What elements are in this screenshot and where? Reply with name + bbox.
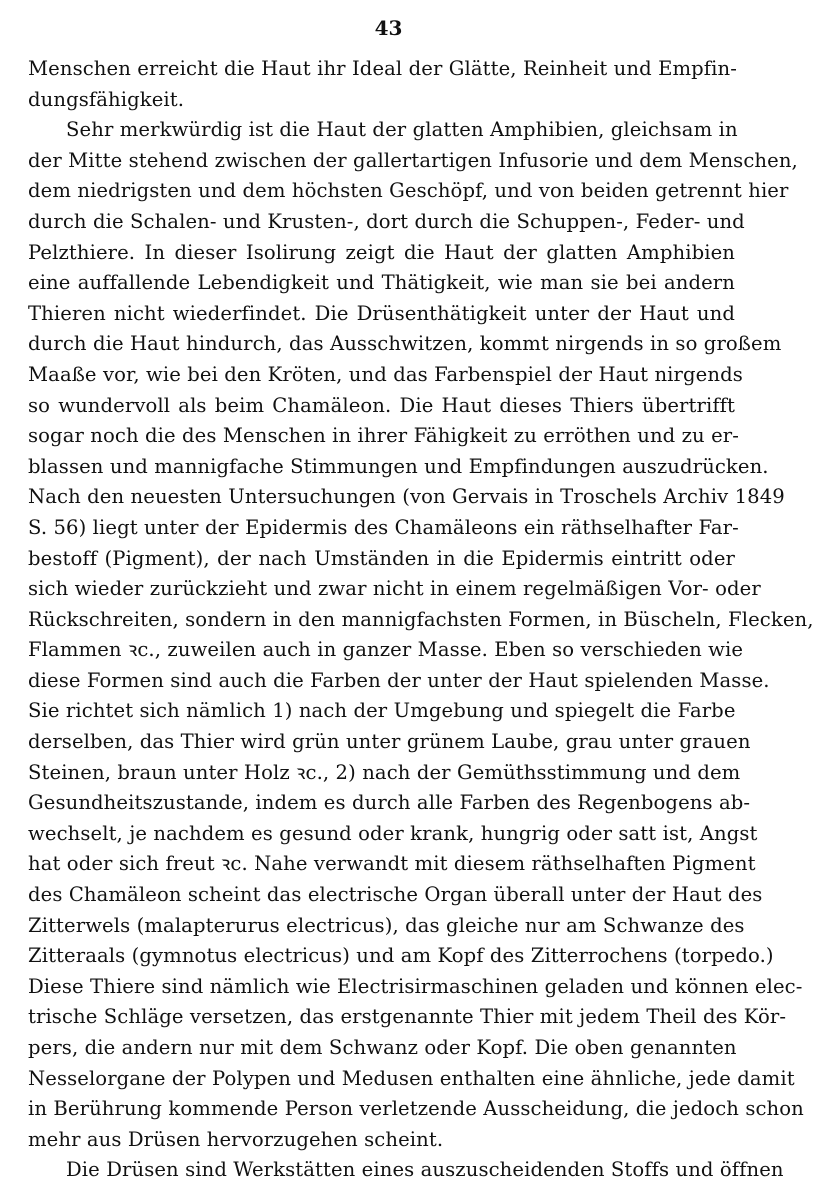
text-line: hat oder sich freut ꝛc. Nahe verwandt mit diesem räthselhaften Pigment	[28, 852, 756, 876]
text-line: Rückschreiten, sondern in den mannigfachsten Formen, in Büscheln, Flecken,	[28, 607, 814, 631]
text-line: Thieren nicht wiederfindet. Die Drüsenthätigkeit unter der Haut und	[28, 301, 735, 325]
text-line: Zitterwels (malapterurus electricus), das gleiche nur am Schwanze des	[28, 913, 745, 937]
page-number: 43	[374, 16, 403, 40]
text-line: Pelzthiere. In dieser Isolirung zeigt die Haut der glatten Amphibien	[28, 240, 735, 264]
text-line: Sie richtet sich nämlich 1) nach der Umgebung und spiegelt die Farbe	[28, 699, 736, 723]
text-line: wechselt, je nachdem es gesund oder krank, hungrig oder satt ist, Angst	[28, 821, 758, 845]
text-line: durch die Haut hindurch, das Ausschwitzen, kommt nirgends in so großem	[28, 332, 782, 356]
text-line: sogar noch die des Menschen in ihrer Fähigkeit zu erröthen und zu er-	[28, 424, 739, 448]
text-line: Sehr merkwürdig ist die Haut der glatten Amphibien, gleichsam in	[66, 118, 738, 142]
text-line: dungsfähigkeit.	[28, 87, 185, 111]
text-line: Die Drüsen sind Werkstätten eines auszuscheidenden Stoffs und öffnen	[66, 1158, 784, 1182]
text-line: Steinen, braun unter Holz ꝛc., 2) nach der Gemüthsstimmung und dem	[28, 760, 741, 784]
text-line: der Mitte stehend zwischen der gallertartigen Infusorie und dem Menschen,	[28, 148, 798, 172]
text-line: pers, die andern nur mit dem Schwanz oder Kopf. Die oben genannten	[28, 1036, 737, 1059]
text-line: derselben, das Thier wird grün unter grünem Laube, grau unter grauen	[28, 730, 751, 754]
text-line: sich wieder zurückzieht und zwar nicht in einem regelmäßigen Vor- oder	[28, 577, 761, 601]
text-line: Gesundheitszustande, indem es durch alle Farben des Regenbogens ab-	[28, 791, 751, 815]
text-line: Nesselorgane der Polypen und Medusen enthalten eine ähnliche, jede damit	[28, 1066, 795, 1090]
text-line: blassen und mannigfache Stimmungen und Empfindungen auszudrücken.	[28, 454, 769, 478]
text-line: diese Formen sind auch die Farben der unter der Haut spielenden Masse.	[28, 668, 770, 692]
text-line: bestoff (Pigment), der nach Umständen in die Epidermis eintritt oder	[28, 546, 735, 570]
text-line: des Chamäleon scheint das electrische Organ überall unter der Haut des	[28, 883, 763, 907]
text-line: so wundervoll als beim Chamäleon. Die Haut dieses Thiers übertrifft	[28, 393, 735, 417]
text-line: Menschen erreicht die Haut ihr Ideal der Glätte, Reinheit und Empfin-	[28, 57, 737, 80]
text-line: Maaße vor, wie bei den Kröten, und das Farbenspiel der Haut nirgends	[28, 362, 743, 386]
text-line: Nach den neuesten Untersuchungen (von Gervais in Troschels Archiv 1849	[28, 485, 785, 509]
text-line: trische Schläge versetzen, das erstgenannte Thier mit jedem Theil des Kör-	[28, 1005, 787, 1029]
text-line: dem niedrigsten und dem höchsten Geschöpf, und von beiden getrennt hier	[28, 179, 789, 203]
text-line: Flammen ꝛc., zuweilen auch in ganzer Masse. Eben so verschieden wie	[28, 638, 744, 662]
body-text	[28, 54, 814, 1186]
text-line: Zitteraals (gymnotus electricus) und am Kopf des Zitterrochens (torpedo.)	[28, 944, 774, 968]
text-line: eine auffallende Lebendigkeit und Thätigkeit, wie man sie bei andern	[28, 271, 735, 295]
text-line: Diese Thiere sind nämlich wie Electrisirmaschinen geladen und können elec-	[28, 974, 803, 998]
text-line: S. 56) liegt unter der Epidermis des Chamäleons ein räthselhafter Far-	[28, 515, 739, 539]
text-line: mehr aus Drüsen hervorzugehen scheint.	[28, 1127, 444, 1151]
text-line: in Berührung kommende Person verletzende Ausscheidung, die jedoch schon	[28, 1097, 804, 1121]
text-line: durch die Schalen- und Krusten-, dort durch die Schuppen-, Feder- und	[28, 209, 745, 233]
